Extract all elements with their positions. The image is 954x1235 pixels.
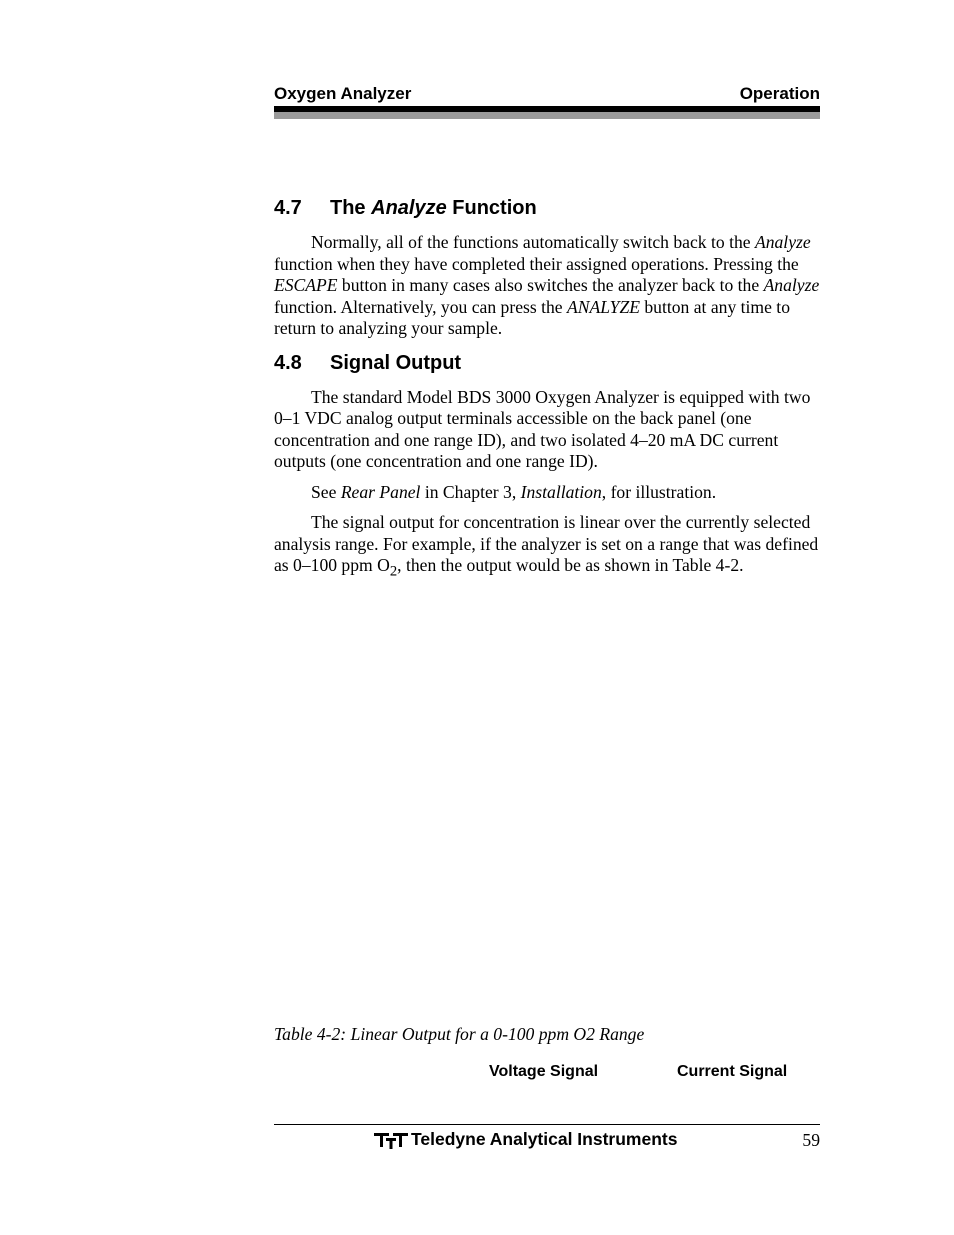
section-number: 4.7 bbox=[274, 197, 302, 219]
page-content bbox=[274, 195, 822, 583]
italic-text: Analyze bbox=[763, 275, 820, 295]
text: button in many cases also switches the analyzer back to the bbox=[337, 275, 764, 295]
italic-text: ESCAPE bbox=[274, 275, 338, 295]
table-caption: Table 4-2: Linear Output for a 0-100 ppm O2 Range bbox=[274, 1024, 645, 1044]
text: The signal output for concentration is linear over the currently selected analysis range. For example, if the analyzer is set on a range that was defined as 0–100 ppm O bbox=[274, 512, 819, 575]
teledyne-logo-icon bbox=[374, 1131, 408, 1149]
paragraph-analyze-function bbox=[274, 232, 822, 340]
heading-text: Signal Output bbox=[330, 351, 462, 374]
heading-text-italic: Analyze bbox=[371, 197, 447, 219]
italic-text: Installation bbox=[520, 481, 602, 502]
header-document-title: Oxygen Analyzer bbox=[274, 84, 412, 103]
column-header-current: Current Signal bbox=[677, 1063, 788, 1080]
paragraph-outputs: The standard Model BDS 3000 Oxygen Analyzer is equipped with two 0–1 VDC analog output terminals accessible on the back panel (one concentration and one range ID), and two isolated 4–20 mA DC current outputs (one concentration and one range ID). bbox=[274, 386, 811, 471]
text: button at any time to return to analyzing your sample. bbox=[274, 296, 790, 338]
header-chapter-title: Operation bbox=[739, 84, 820, 103]
subscript: 2 bbox=[389, 563, 398, 580]
text: , for illustration. bbox=[601, 481, 717, 502]
italic-text: ANALYZE bbox=[567, 296, 640, 317]
text: See bbox=[311, 481, 341, 502]
page-number: 59 bbox=[802, 1130, 820, 1150]
section-4-7 bbox=[274, 195, 822, 340]
section-number: 4.8 bbox=[274, 351, 302, 374]
footer-company-name: Teledyne Analytical Instruments bbox=[411, 1129, 678, 1149]
header-rule-shadow bbox=[274, 112, 820, 119]
heading-text-pre: The bbox=[330, 197, 372, 219]
column-header-voltage: Voltage Signal bbox=[489, 1063, 599, 1080]
paragraph-see-rear-panel bbox=[274, 482, 822, 504]
text: function. Alternatively, you can press the bbox=[274, 296, 567, 317]
italic-text: Analyze bbox=[754, 232, 811, 252]
text: function when they have completed their assigned operations. Pressing the bbox=[274, 253, 799, 274]
text: Normally, all of the functions automatically switch back to the bbox=[311, 232, 755, 252]
italic-text: Rear Panel bbox=[340, 481, 421, 502]
paragraph-linear-output bbox=[274, 512, 822, 583]
running-header bbox=[274, 84, 820, 106]
footer-rule bbox=[274, 1124, 820, 1125]
section-4-8 bbox=[274, 350, 822, 584]
text: , then the output would be as shown in Table 4-2. bbox=[397, 555, 744, 575]
section-heading-4-8 bbox=[274, 350, 822, 376]
heading-text-post: Function bbox=[446, 197, 537, 219]
text: in Chapter 3, bbox=[420, 481, 521, 502]
section-heading-4-7 bbox=[274, 195, 822, 221]
